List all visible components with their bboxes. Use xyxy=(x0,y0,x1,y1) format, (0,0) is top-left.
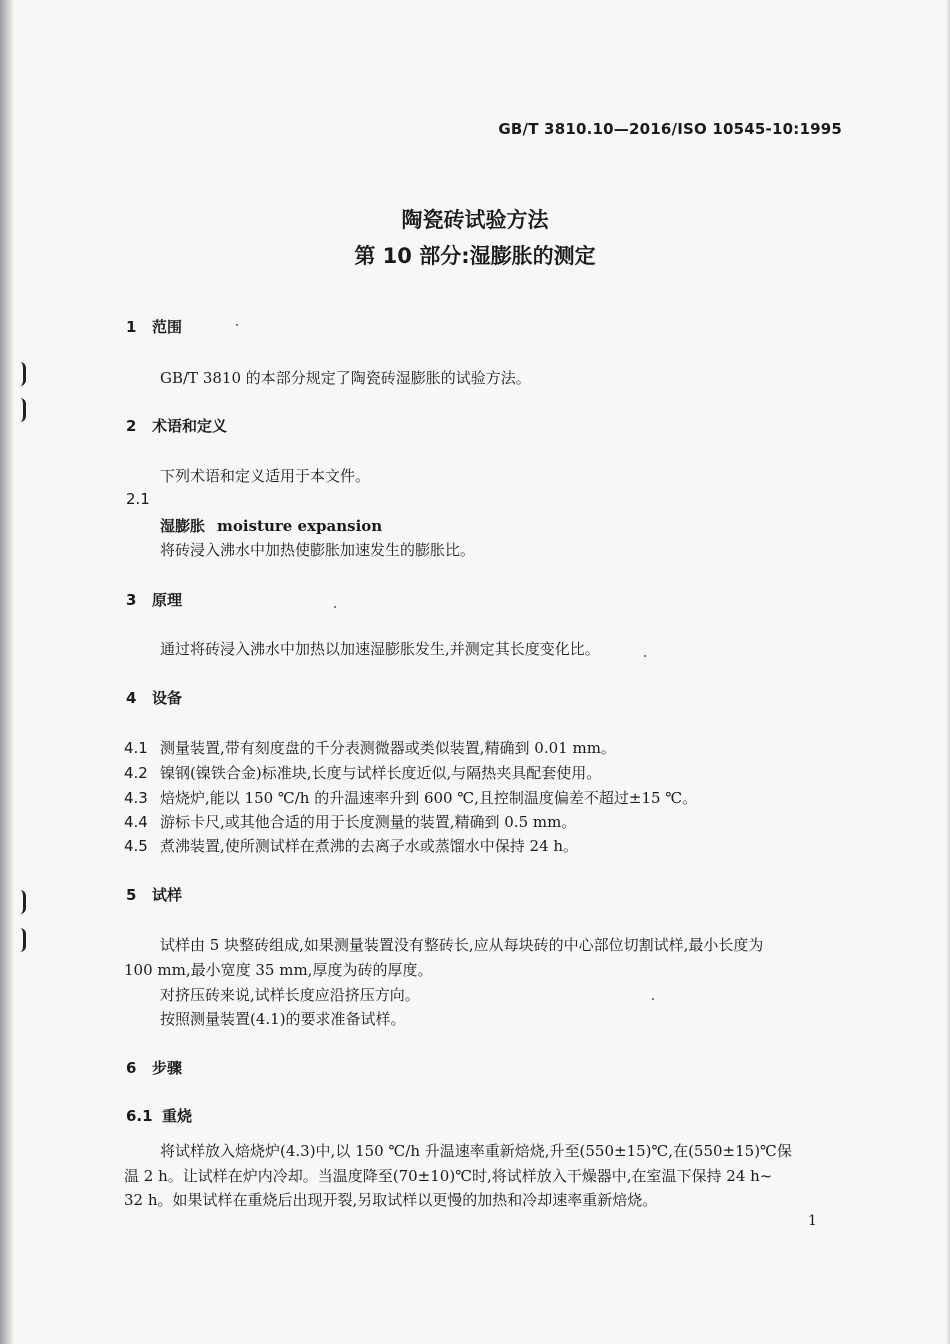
page-number: 1 xyxy=(808,1213,817,1229)
binding-hole-mark xyxy=(18,362,26,386)
section-2-text: 下列术语和定义适用于本文件。 xyxy=(160,467,371,485)
binding-hole-mark xyxy=(18,890,26,914)
scan-speck xyxy=(236,324,238,326)
section-number: 6 xyxy=(126,1059,137,1077)
section-title: 步骤 xyxy=(152,1059,183,1077)
section-1-heading xyxy=(126,316,182,337)
subsection-6-1-heading xyxy=(126,1105,192,1126)
scan-speck xyxy=(334,606,336,608)
doc-title-line2: 第 10 部分:湿膨胀的测定 xyxy=(354,244,596,268)
scan-speck xyxy=(644,655,646,657)
section-number: 2 xyxy=(126,417,137,435)
scan-speck xyxy=(652,998,654,1000)
section-5-paragraph-1-line-1: 试样由 5 块整砖组成,如果测量装置没有整砖长,应从每块砖的中心部位切割试样,最小长度为 xyxy=(160,936,764,954)
item-number: 4.3 xyxy=(124,789,148,807)
section-title: 试样 xyxy=(152,886,183,904)
section-5-paragraph-1-line-2: 100 mm,最小宽度 35 mm,厚度为砖的厚度。 xyxy=(124,961,433,979)
section-number: 5 xyxy=(126,886,137,904)
equipment-item xyxy=(124,787,697,808)
item-number: 4.2 xyxy=(124,764,148,782)
item-text: 镍钢(镍铁合金)标准块,长度与试样长度近似,与隔热夹具配套使用。 xyxy=(160,764,602,782)
term-english: moisture expansion xyxy=(217,517,383,535)
section-6-paragraph-line-1: 将试样放入焙烧炉(4.3)中,以 150 ℃/h 升温速率重新焙烧,升至(550±15)℃,在(550±15)℃保 xyxy=(160,1142,792,1160)
binding-hole-mark xyxy=(18,398,26,422)
section-5-paragraph-2: 对挤压砖来说,试样长度应沿挤压方向。 xyxy=(160,986,420,1004)
section-4-heading xyxy=(126,687,182,708)
section-title: 原理 xyxy=(152,591,183,609)
subsection-number: 6.1 xyxy=(126,1107,153,1125)
section-number: 4 xyxy=(126,689,137,707)
section-1-text: GB/T 3810 的本部分规定了陶瓷砖湿膨胀的试验方法。 xyxy=(160,369,531,387)
section-6-paragraph-line-3: 32 h。如果试样在重烧后出现开裂,另取试样以更慢的加热和冷却速率重新焙烧。 xyxy=(124,1191,658,1209)
section-6-paragraph-line-2: 温 2 h。让试样在炉内冷却。当温度降至(70±10)℃时,将试样放入干燥器中,在室温下保持 24 h~ xyxy=(124,1167,773,1185)
item-text: 焙烧炉,能以 150 ℃/h 的升温速率升到 600 ℃,且控制温度偏差不超过±15 ℃。 xyxy=(160,789,698,807)
equipment-item xyxy=(124,835,578,856)
section-5-paragraph-3: 按照测量装置(4.1)的要求准备试样。 xyxy=(160,1010,406,1028)
term-chinese: 湿膨胀 xyxy=(160,517,206,535)
binding-hole-mark xyxy=(18,928,26,952)
term-definition: 将砖浸入沸水中加热使膨胀加速发生的膨胀比。 xyxy=(160,541,476,559)
section-title: 设备 xyxy=(152,689,183,707)
item-number: 4.1 xyxy=(124,739,148,757)
section-6-heading xyxy=(126,1057,182,1078)
section-number: 3 xyxy=(126,591,137,609)
section-title: 范围 xyxy=(152,318,183,336)
item-text: 测量装置,带有刻度盘的千分表测微器或类似装置,精确到 0.01 mm。 xyxy=(160,739,616,757)
term-entry xyxy=(160,515,382,536)
section-2-heading xyxy=(126,415,227,436)
item-number: 4.4 xyxy=(124,813,148,831)
section-3-heading xyxy=(126,589,182,610)
section-3-text: 通过将砖浸入沸水中加热以加速湿膨胀发生,并测定其长度变化比。 xyxy=(160,640,600,658)
equipment-item xyxy=(124,762,601,783)
item-text: 游标卡尺,或其他合适的用于长度测量的装置,精确到 0.5 mm。 xyxy=(160,813,577,831)
scan-right-edge xyxy=(946,0,950,1344)
subsection-2-1-number: 2.1 xyxy=(126,490,150,508)
item-text: 煮沸装置,使所测试样在煮沸的去离子水或蒸馏水中保持 24 h。 xyxy=(160,837,579,855)
subsection-title: 重烧 xyxy=(162,1107,193,1125)
equipment-item xyxy=(124,737,616,758)
equipment-item xyxy=(124,811,576,832)
section-title: 术语和定义 xyxy=(152,417,228,435)
section-number: 1 xyxy=(126,318,137,336)
section-5-heading xyxy=(126,884,182,905)
doc-title-line1: 陶瓷砖试验方法 xyxy=(401,208,549,232)
standard-code: GB/T 3810.10—2016/ISO 10545-10:1995 xyxy=(498,120,842,138)
scan-left-shadow xyxy=(0,0,14,1344)
item-number: 4.5 xyxy=(124,837,148,855)
